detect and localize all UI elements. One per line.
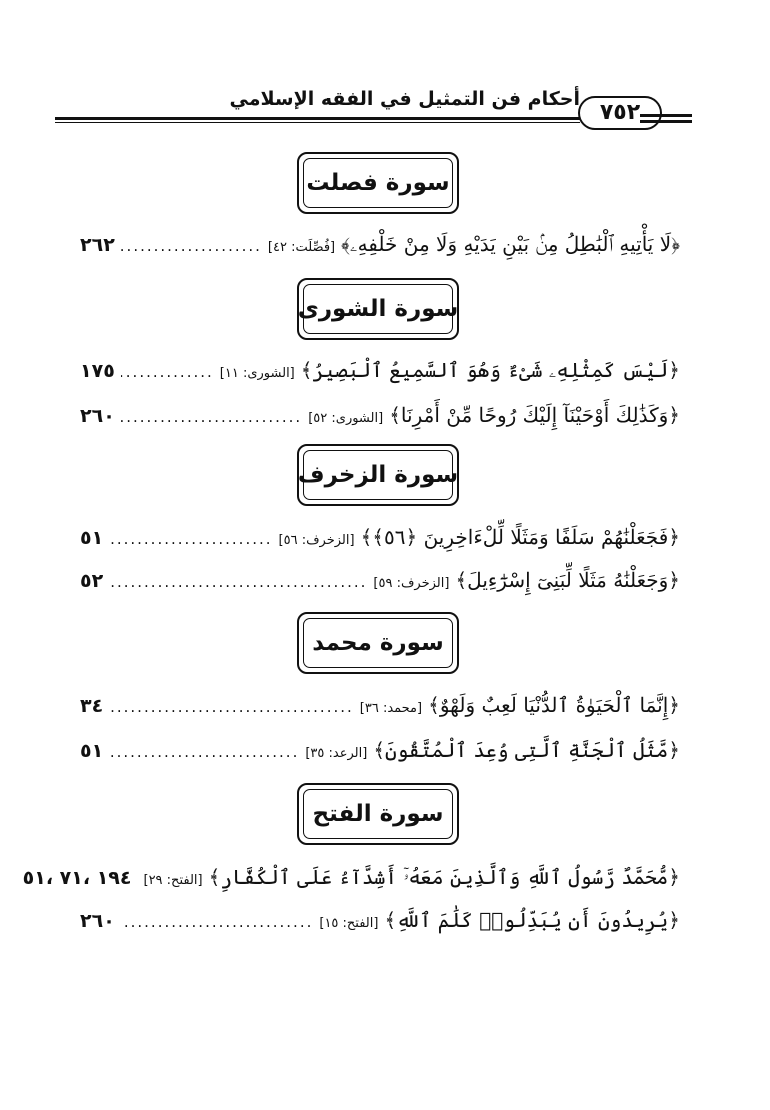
verse-reference: [الرعد: ٣٥] (305, 746, 368, 761)
page-number: ٧٥٢ (578, 96, 662, 130)
verse-reference: [الشورى: ١١] (219, 366, 295, 381)
surah-heading-zukhruf (297, 444, 459, 506)
page-refs: ٥١ (80, 527, 104, 549)
surah-title: سورة فصلت (306, 170, 450, 196)
page-number-ornament (640, 114, 692, 126)
verse-text: ﴿وَكَذَٰلِكَ أَوْحَيْنَآ إِلَيْكَ رُوحًا مِّنْ أَمْرِنَا﴾ (389, 403, 680, 427)
running-title: أحكام فن التمثيل في الفقه الإسلامي (229, 88, 580, 110)
surah-title: سورة محمد (312, 630, 444, 656)
dot-leader (121, 913, 314, 931)
index-entry (22, 865, 680, 897)
verse-text: ﴿لَيْسَ كَمِثْلِهِۦ شَىْءٌ وَهُوَ ٱلسَّمِيعُ ٱلْبَصِيرُ﴾ (300, 358, 680, 382)
verse-reference: [فُصِّلَت: ٤٢] (267, 240, 336, 255)
dot-leader (109, 698, 354, 716)
verse-reference: [الزخرف: ٥٦] (278, 533, 355, 548)
index-entry (80, 358, 680, 390)
dot-leader (109, 573, 367, 591)
page-refs: ٥١ (80, 740, 104, 762)
page-header (0, 0, 770, 140)
page-refs: ١٧٥ (80, 360, 115, 382)
page-refs: ١٩٤ ،٧١ ،٥١ (22, 867, 132, 889)
dot-leader (121, 237, 262, 255)
surah-heading-fussilat (297, 152, 459, 214)
surah-title: سورة الفتح (312, 801, 444, 827)
header-rule-thin (55, 122, 580, 123)
surah-heading-fath (297, 783, 459, 845)
verse-text: ﴿إِنَّمَا ٱلْحَيَوٰةُ ٱلدُّنْيَا لَعِبٌ وَلَهْوٌ﴾ (428, 693, 680, 717)
index-entry (80, 693, 680, 725)
verse-text: ﴿فَجَعَلْنَٰهُمْ سَلَفًا وَمَثَلًا لِّلْءَاخِرِينَ ﴿٥٦﴾﴾ (360, 525, 680, 549)
dot-leader (109, 530, 272, 548)
verse-text: ﴿وَجَعَلْنَٰهُ مَثَلًا لِّبَنِىٓ إِسْرَٰٓءِيلَ﴾ (455, 568, 680, 592)
surah-heading-muhammad (297, 612, 459, 674)
page-refs: ٣٤ (80, 695, 104, 717)
verse-text: ﴿يُرِيدُونَ أَن يُبَدِّلُوا۟ كَلَٰمَ ٱللَّهِ﴾ (384, 908, 680, 932)
dot-leader (109, 743, 299, 761)
index-entry (80, 232, 680, 264)
index-entry (80, 568, 680, 600)
surah-heading-shura (297, 278, 459, 340)
verse-reference: [الشورى: ٥٢] (308, 411, 384, 426)
surah-title: سورة الزخرف (297, 462, 459, 488)
index-entry (80, 908, 680, 940)
index-entry (80, 525, 680, 557)
page-refs: ٥٢ (80, 570, 104, 592)
header-rule-thick (55, 117, 580, 120)
verse-reference: [الفتح: ١٥] (319, 916, 379, 931)
verse-reference: [محمد: ٣٦] (359, 701, 423, 716)
verse-text: ﴿مَّثَلُ ٱلْجَنَّةِ ٱلَّتِى وُعِدَ ٱلْمُتَّقُونَ﴾ (373, 738, 680, 762)
page-refs: ٢٦٢ (80, 234, 115, 256)
page-refs: ٢٦٠ (80, 910, 115, 932)
verse-reference: [الزخرف: ٥٩] (373, 576, 450, 591)
verse-text: ﴿مُّحَمَّدٌ رَّسُولُ ٱللَّهِ وَٱلَّذِينَ مَعَهُۥٓ أَشِدَّآءُ عَلَى ٱلْكُفَّارِ﴾ (208, 865, 680, 889)
dot-leader (121, 408, 302, 426)
verse-text: ﴿لَا يَأْتِيهِ ٱلْبَٰطِلُ مِنۢ بَيْنِ يَدَيْهِ وَلَا مِنْ خَلْفِهِۦ﴾ (341, 232, 680, 256)
dot-leader (121, 363, 214, 381)
index-entry (80, 738, 680, 770)
index-entry (80, 403, 680, 435)
page-refs: ٢٦٠ (80, 405, 115, 427)
surah-title: سورة الشورى (297, 296, 459, 322)
verse-reference: [الفتح: ٢٩] (143, 873, 203, 888)
